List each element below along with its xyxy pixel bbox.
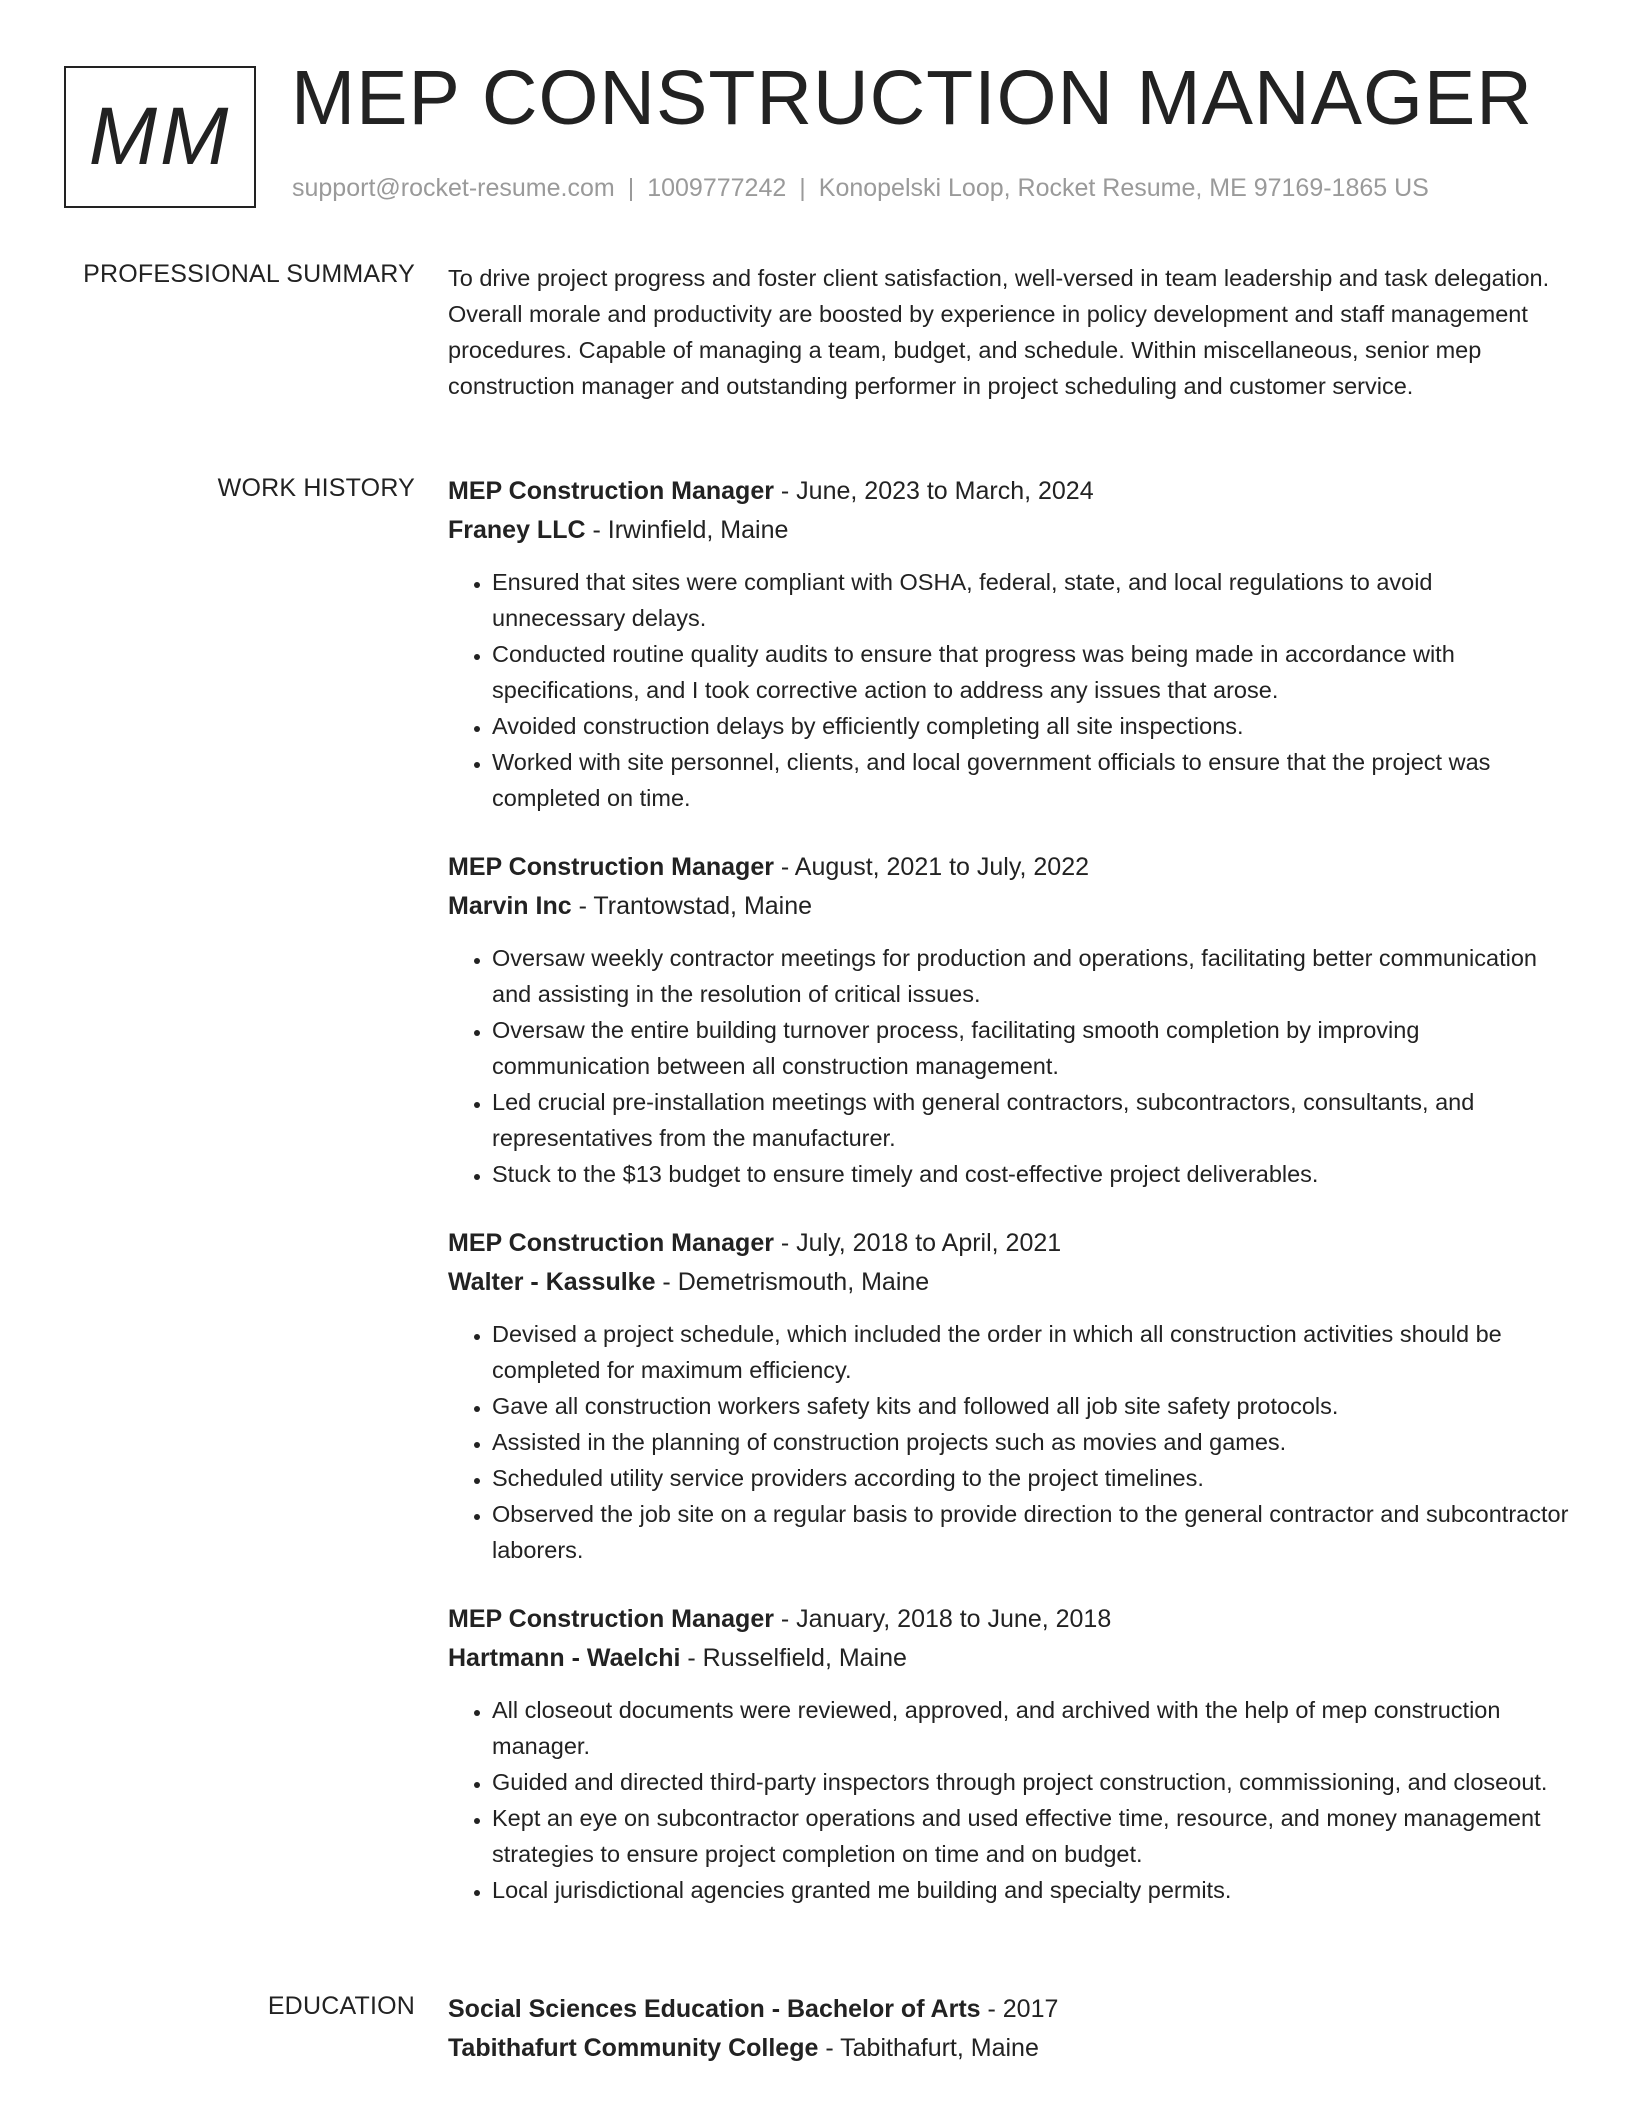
- job-company-line: [448, 1639, 1570, 1678]
- list-item: • Worked with site personnel, clients, and local government officials to ensure that the project was completed on time.: [492, 744, 1570, 816]
- job-company: Walter - Kassulke: [448, 1268, 656, 1296]
- job-dates: - January, 2018 to June, 2018: [773, 1605, 1112, 1633]
- contact-line: [292, 174, 1429, 203]
- list-item: • Guided and directed third-party inspectors through project construction, commissioning, and closeout.: [492, 1764, 1570, 1800]
- list-item: • Local jurisdictional agencies granted me building and specialty permits.: [492, 1872, 1570, 1908]
- contact-separator: |: [799, 174, 806, 202]
- job-title: MEP Construction Manager: [448, 1229, 774, 1257]
- job-title-line: [448, 1600, 1570, 1639]
- contact-email[interactable]: support@rocket-resume.com: [292, 174, 615, 202]
- summary-text: To drive project progress and foster client satisfaction, well-versed in team leadership and task delegation. Overall morale and productivity are boosted by experience in policy development and staff management procedures. Capable of managing a team, budget, and schedule. Within miscellaneous, senior mep construction manager and outstanding performer in project scheduling and customer service.: [448, 265, 1550, 399]
- job-entry: [448, 472, 1570, 816]
- contact-address: Konopelski Loop, Rocket Resume, ME 97169-1865 US: [818, 174, 1429, 202]
- job-location: - Irwinfield, Maine: [585, 516, 789, 544]
- list-item: • Stuck to the $13 budget to ensure timely and cost-effective project deliverables.: [492, 1156, 1570, 1192]
- list-item: • Ensured that sites were compliant with OSHA, federal, state, and local regulations to avoid unnecessary delays.: [492, 564, 1570, 636]
- school-name: Tabithafurt Community College: [448, 2034, 819, 2062]
- job-bullets: [448, 564, 1570, 816]
- job-bullets: [448, 1316, 1570, 1568]
- list-item: • Oversaw weekly contractor meetings for production and operations, facilitating better communication and assisting in the resolution of critical issues.: [492, 940, 1570, 1012]
- school-location: - Tabithafurt, Maine: [818, 2034, 1039, 2062]
- job-company: Hartmann - Waelchi: [448, 1644, 681, 1672]
- job-title: MEP Construction Manager: [448, 477, 774, 505]
- list-item: • Kept an eye on subcontractor operations and used effective time, resource, and money management strategies to ensure project completion on time and on budget.: [492, 1800, 1570, 1872]
- job-bullets: [448, 940, 1570, 1192]
- list-item: • Devised a project schedule, which included the order in which all construction activities should be completed for maximum efficiency.: [492, 1316, 1570, 1388]
- section-label: EDUCATION: [267, 1992, 415, 2020]
- job-title-line: [448, 848, 1570, 887]
- job-title-line: [448, 472, 1570, 511]
- section-label: WORK HISTORY: [217, 474, 415, 502]
- school-line: [448, 2029, 1570, 2068]
- job-location: - Demetrismouth, Maine: [655, 1268, 930, 1296]
- job-bullets: [448, 1692, 1570, 1908]
- summary-body: [448, 260, 1570, 404]
- job-company-line: [448, 1263, 1570, 1302]
- section-label: PROFESSIONAL SUMMARY: [83, 260, 415, 288]
- list-item: • All closeout documents were reviewed, approved, and archived with the help of mep construction manager.: [492, 1692, 1570, 1764]
- page-title: MEP CONSTRUCTION MANAGER: [291, 55, 1533, 141]
- job-title: MEP Construction Manager: [448, 1605, 774, 1633]
- list-item: • Observed the job site on a regular basis to provide direction to the general contractor and subcontractor laborers.: [492, 1496, 1570, 1568]
- job-entry: [448, 1600, 1570, 1908]
- job-title-line: [448, 1224, 1570, 1263]
- job-entry: [448, 848, 1570, 1192]
- job-company: Marvin Inc: [448, 892, 572, 920]
- list-item: • Gave all construction workers safety kits and followed all job site safety protocols.: [492, 1388, 1570, 1424]
- degree-year: - 2017: [980, 1995, 1059, 2023]
- job-dates: - July, 2018 to April, 2021: [773, 1229, 1062, 1257]
- job-dates: - August, 2021 to July, 2022: [773, 853, 1089, 881]
- job-location: - Russelfield, Maine: [680, 1644, 907, 1672]
- list-item: • Avoided construction delays by efficiently completing all site inspections.: [492, 708, 1570, 744]
- job-title: MEP Construction Manager: [448, 853, 774, 881]
- job-company: Franey LLC: [448, 516, 586, 544]
- degree-line: [448, 1990, 1570, 2029]
- education-body: [448, 1990, 1570, 2068]
- monogram-badge: MM: [64, 66, 256, 208]
- contact-phone[interactable]: 1009777242: [647, 174, 787, 202]
- list-item: • Led crucial pre-installation meetings with general contractors, subcontractors, consultants, and representatives from the manufacturer.: [492, 1084, 1570, 1156]
- job-dates: - June, 2023 to March, 2024: [773, 477, 1094, 505]
- list-item: • Assisted in the planning of construction projects such as movies and games.: [492, 1424, 1570, 1460]
- job-entry: [448, 1224, 1570, 1568]
- degree-name: Social Sciences Education - Bachelor of Arts: [448, 1995, 981, 2023]
- work-history-body: [448, 472, 1570, 1940]
- contact-separator: |: [627, 174, 635, 202]
- job-company-line: [448, 511, 1570, 550]
- list-item: • Conducted routine quality audits to ensure that progress was being made in accordance with specifications, and I took corrective action to address any issues that arose.: [492, 636, 1570, 708]
- job-location: - Trantowstad, Maine: [571, 892, 813, 920]
- list-item: • Scheduled utility service providers according to the project timelines.: [492, 1460, 1570, 1496]
- job-company-line: [448, 887, 1570, 926]
- list-item: • Oversaw the entire building turnover process, facilitating smooth completion by improving communication between all construction management.: [492, 1012, 1570, 1084]
